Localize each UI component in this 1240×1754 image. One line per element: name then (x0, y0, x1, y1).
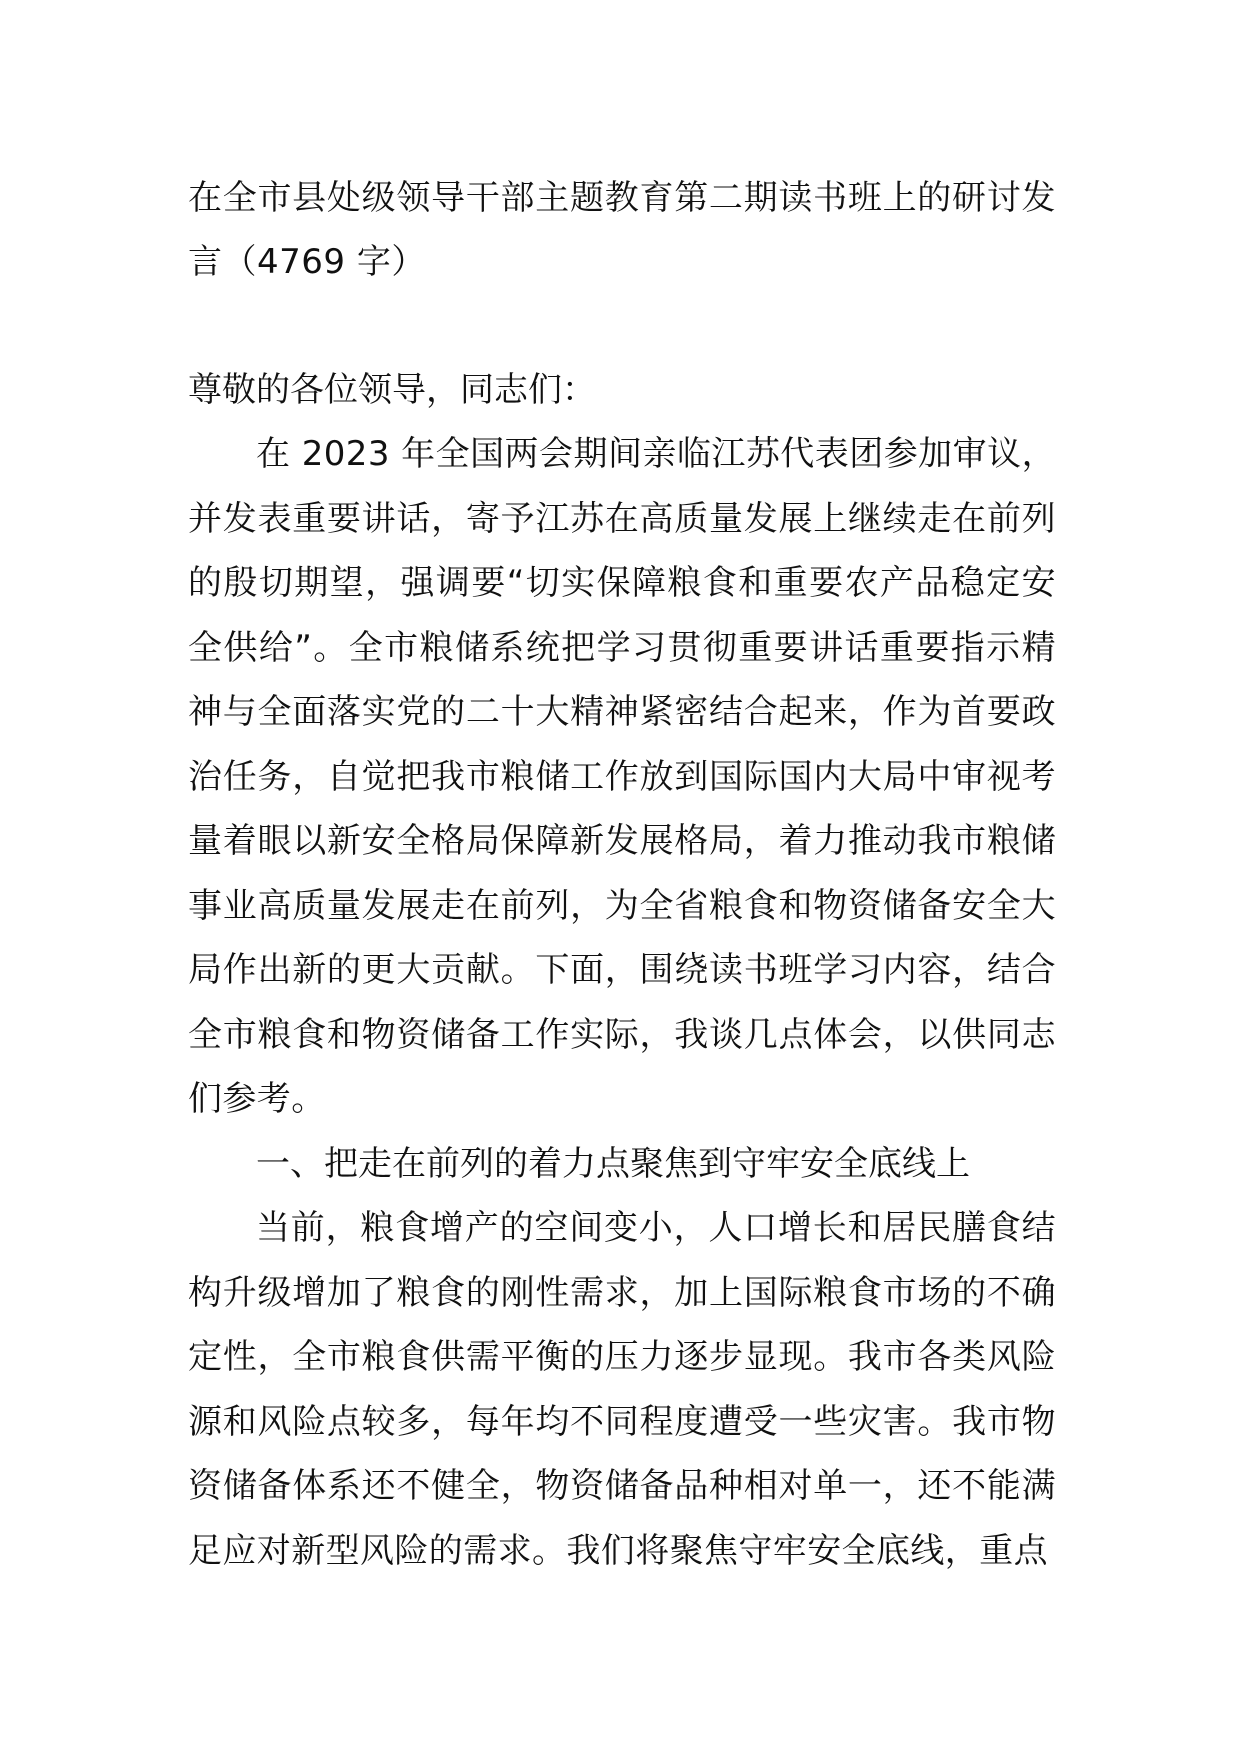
paragraph-section-1: 当前，粮食增产的空间变小，人口增长和居民膳食结构升级增加了粮食的刚性需求，加上国际粮食市场的不确定性，全市粮食供需平衡的压力逐步显现。我市各类风险源和风险点较多，每年均不同程度遭受一些灾害。我市物资储备体系还不健全，物资储备品种相对单一，还不能满足应对新型风险的需求。我们将聚焦守牢安全底线，重点 (188, 1208, 1056, 1571)
salutation: 尊敬的各位领导，同志们： (188, 370, 596, 410)
paragraph-intro: 在 2023 年全国两会期间亲临江苏代表团参加审议，并发表重要讲话，寄予江苏在高质量发展上继续走在前列的殷切期望，强调要“切实保障粮食和重要农产品稳定安全供给”。全市粮储系统把学习贯彻重要讲话重要指示精神与全面落实党的二十大精神紧密结合起来，作为首要政治任务，自觉把我市粮储工作放到国际国内大局中审视考量着眼以新安全格局保障新发展格局，着力推动我市粮储事业高质量发展走在前列，为全省粮食和物资储备安全大局作出新的更大贡献。下面，围绕读书班学习内容，结合全市粮食和物资储备工作实际，我谈几点体会，以供同志们参考。 (188, 434, 1056, 1119)
section-heading-1: 一、把走在前列的着力点聚焦到守牢安全底线上 (256, 1143, 970, 1184)
document-body (188, 166, 1056, 1583)
title-spacer (188, 294, 1056, 358)
document-title: 在全市县处级领导干部主题教育第二期读书班上的研讨发言（4769 字） (188, 178, 1056, 282)
